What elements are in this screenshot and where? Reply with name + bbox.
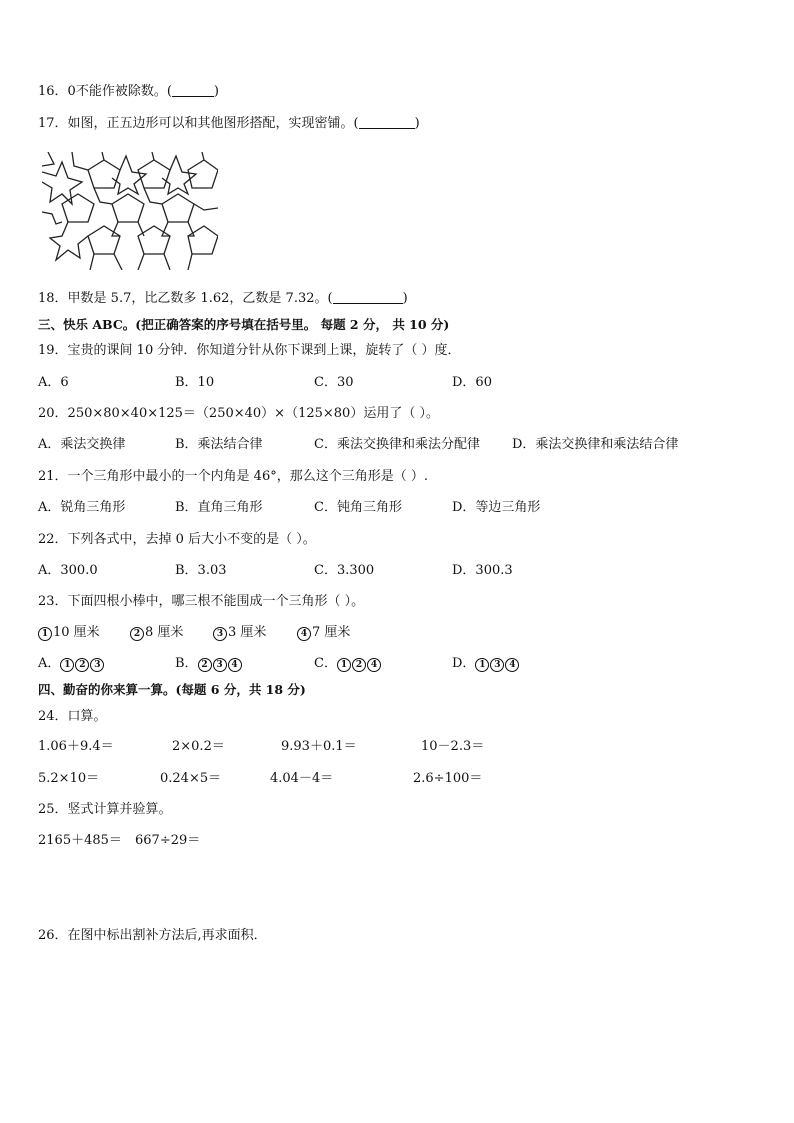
q19-option-a[interactable]: A．6	[38, 375, 69, 390]
stick-length: 8 厘米	[145, 625, 184, 640]
answer-blank-17[interactable]	[359, 115, 415, 129]
question-22-stem: 22．下列各式中，去掉 0 后大小不变的是（ ）。	[38, 532, 316, 547]
stick-4	[297, 624, 350, 642]
q20-option-b[interactable]: B．乘法结合律	[175, 437, 263, 452]
circled-number: 1	[38, 627, 52, 641]
oral-calc-item: 1.06＋9.4＝	[38, 739, 114, 754]
circled-number: 2	[130, 627, 144, 641]
q22-option-c[interactable]: C．3.300	[314, 563, 375, 578]
pentagon-tessellation-figure	[42, 152, 218, 270]
oral-calc-item: 10－2.3＝	[421, 739, 485, 754]
stick-1	[38, 624, 100, 642]
oral-calc-item: 2×0.2＝	[172, 739, 225, 754]
vertical-calc-item: 667÷29＝	[135, 833, 201, 848]
answer-blank-16[interactable]	[172, 83, 214, 97]
answer-blank-18[interactable]	[333, 290, 403, 304]
q19-option-b[interactable]: B．10	[175, 375, 215, 390]
question-16: 16．0不能作被除数。( )	[38, 84, 219, 99]
oral-calc-item: 9.93＋0.1＝	[281, 739, 357, 754]
oral-calc-item: 4.04－4＝	[270, 771, 334, 786]
question-18-text: 18．甲数是 5.7，比乙数多 1.62，乙数是 7.32。(	[38, 291, 333, 306]
q21-option-c[interactable]: C．钝角三角形	[314, 500, 402, 515]
question-21-stem: 21．一个三角形中最小的一个内角是 46°，那么这个三角形是（ ）.	[38, 469, 428, 484]
question-23-stem: 23．下面四根小棒中，哪三根不能围成一个三角形（ ）。	[38, 594, 365, 609]
q19-option-c[interactable]: C．30	[314, 375, 354, 390]
stick-3	[213, 624, 266, 642]
q23-option-b[interactable]: B． 2 3 4	[175, 655, 243, 673]
question-17: 17．如图，正五边形可以和其他图形搭配，实现密铺。( )	[38, 116, 420, 131]
stick-length: 10 厘米	[53, 625, 100, 640]
q23-option-a[interactable]: A． 1 2 3	[38, 655, 105, 673]
question-24-stem: 24．口算。	[38, 709, 107, 724]
section-3-heading: 三、快乐 ABC。(把正确答案的序号填在括号里。 每题 2 分， 共 10 分)	[38, 317, 450, 332]
question-25-stem: 25．竖式计算并验算。	[38, 802, 172, 817]
q22-option-b[interactable]: B．3.03	[175, 563, 227, 578]
q22-option-d[interactable]: D．300.3	[452, 563, 513, 578]
circled-number: 3	[213, 627, 227, 641]
q21-option-a[interactable]: A．锐角三角形	[38, 500, 126, 515]
stick-length: 3 厘米	[228, 625, 267, 640]
q20-option-a[interactable]: A．乘法交换律	[38, 437, 126, 452]
question-26-stem: 26．在图中标出割补方法后,再求面积．	[38, 928, 267, 943]
question-16-text: 16．0不能作被除数。(	[38, 84, 172, 99]
q20-option-d[interactable]: D．乘法交换律和乘法结合律	[512, 437, 679, 452]
question-17-text: 17．如图，正五边形可以和其他图形搭配，实现密铺。(	[38, 116, 359, 131]
q19-option-d[interactable]: D．60	[452, 375, 492, 390]
q23-option-d[interactable]: D． 1 3 4	[452, 655, 520, 673]
oral-calc-item: 2.6÷100＝	[413, 771, 483, 786]
q20-option-c[interactable]: C．乘法交换律和乘法分配律	[314, 437, 480, 452]
oral-calc-item: 0.24×5＝	[160, 771, 222, 786]
q22-option-a[interactable]: A．300.0	[38, 563, 98, 578]
q21-option-b[interactable]: B．直角三角形	[175, 500, 263, 515]
question-18: 18．甲数是 5.7，比乙数多 1.62，乙数是 7.32。( )	[38, 291, 408, 306]
question-20-stem: 20．250×80×40×125＝（250×40）×（125×80）运用了（ ）。	[38, 406, 439, 421]
oral-calc-item: 5.2×10＝	[38, 771, 100, 786]
section-4-heading: 四、勤奋的你来算一算。(每题 6 分，共 18 分)	[38, 682, 306, 697]
stick-length: 7 厘米	[312, 625, 351, 640]
stick-2	[130, 624, 183, 642]
q23-option-c[interactable]: C． 1 2 4	[314, 655, 382, 673]
circled-number: 4	[297, 627, 311, 641]
question-19-stem: 19．宝贵的课间 10 分钟．你知道分针从你下课到上课，旋转了（ ）度．	[38, 343, 461, 358]
q21-option-d[interactable]: D．等边三角形	[452, 500, 541, 515]
vertical-calc-item: 2165＋485＝	[38, 833, 122, 848]
